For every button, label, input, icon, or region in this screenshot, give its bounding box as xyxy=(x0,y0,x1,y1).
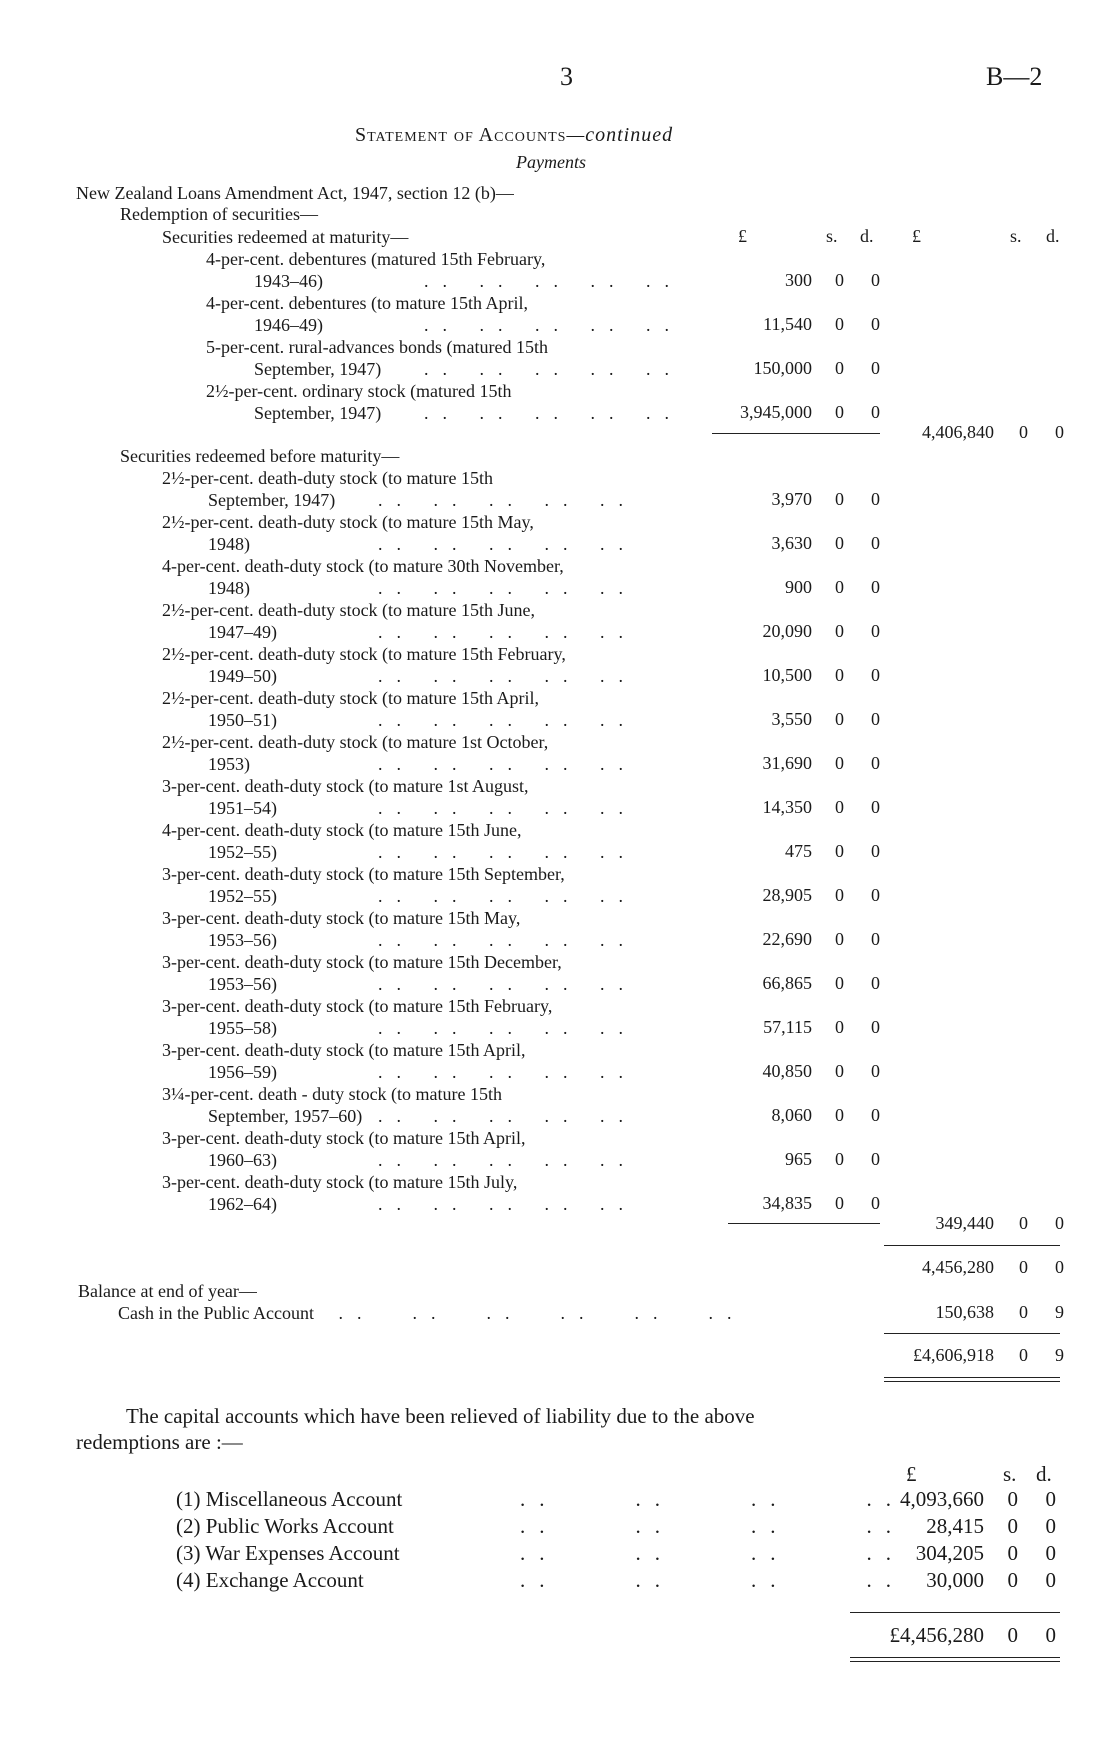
note-col-pence: d. xyxy=(1036,1462,1052,1486)
security-desc-line2: September, 1947) xyxy=(254,403,382,423)
security-shillings: 0 xyxy=(835,841,844,861)
note-line-1: The capital accounts which have been relieved of liability due to the above xyxy=(126,1404,755,1428)
redemption-heading: Redemption of securities— xyxy=(120,204,318,224)
security-amount: 3,970 xyxy=(771,489,812,509)
security-amount: 11,540 xyxy=(763,314,812,334)
leader-dots: .. .. .. .. .. xyxy=(424,359,683,379)
leader-dots: .. .. .. .. xyxy=(520,1514,905,1538)
leader-dots: .. .. .. .. .. xyxy=(378,1106,637,1126)
relieved-account-d: 0 xyxy=(1045,1487,1056,1511)
balance-label-text: Cash in the Public Account xyxy=(118,1303,314,1323)
security-pence: 0 xyxy=(871,1017,880,1037)
security-desc-line1: 3-per-cent. death-duty stock (to mature 15th September, xyxy=(162,864,565,884)
relieved-account-amount: 304,205 xyxy=(915,1541,984,1565)
security-desc-line1: 3-per-cent. death-duty stock (to mature 15th July, xyxy=(162,1172,518,1192)
security-desc-line2: 1947–49) xyxy=(208,622,277,642)
rule-before xyxy=(728,1223,880,1224)
leader-dots: .. .. .. .. .. xyxy=(378,490,637,510)
security-desc-line1: 2½-per-cent. death-duty stock (to mature 15th February, xyxy=(162,644,566,664)
note-total-amount: £4,456,280 xyxy=(889,1623,984,1647)
col-pence-2: d. xyxy=(1046,226,1060,246)
document-reference: B—2 xyxy=(986,62,1043,91)
security-desc-line1: 5-per-cent. rural-advances bonds (matured 15th xyxy=(206,337,548,357)
security-pence: 0 xyxy=(871,753,880,773)
security-desc-line1: 4-per-cent. debentures (to mature 15th April, xyxy=(206,293,529,313)
security-desc-line2: 1953) xyxy=(208,754,250,774)
security-amount: 34,835 xyxy=(762,1193,812,1213)
security-desc-line2: 1962–64) xyxy=(208,1194,277,1214)
rule-note-top xyxy=(850,1612,1060,1613)
security-desc-line2: 1948) xyxy=(208,534,250,554)
col-pence-1: d. xyxy=(860,226,874,246)
security-shillings: 0 xyxy=(835,1193,844,1213)
leader-dots: .. .. .. .. .. xyxy=(378,1194,637,1214)
security-desc-line1: 3-per-cent. death-duty stock (to mature 15th April, xyxy=(162,1128,526,1148)
security-desc-line2: 1953–56) xyxy=(208,930,277,950)
security-desc-line2: 1960–63) xyxy=(208,1150,277,1170)
security-desc-line1: 2½-per-cent. death-duty stock (to mature 1st October, xyxy=(162,732,549,752)
relieved-account-s: 0 xyxy=(1007,1514,1018,1538)
statement-title-main: Statement of Accounts xyxy=(355,124,567,146)
relieved-account-amount: 30,000 xyxy=(926,1568,984,1592)
security-shillings: 0 xyxy=(835,973,844,993)
leader-dots: .. .. .. .. .. xyxy=(378,710,637,730)
balance-label xyxy=(118,1302,745,1324)
maturity-heading: Securities redeemed at maturity— xyxy=(162,227,409,247)
security-desc-line2: September, 1947) xyxy=(208,490,336,510)
security-desc-line1: 4-per-cent. death-duty stock (to mature 30th November, xyxy=(162,556,564,576)
rule-note-double-1 xyxy=(850,1657,1060,1658)
page-number: 3 xyxy=(560,62,573,91)
leader-dots: .. .. .. .. .. xyxy=(424,271,683,291)
subtotal-amount: 4,456,280 xyxy=(922,1257,994,1277)
before-total-d: 0 xyxy=(1055,1213,1064,1233)
before-total-s: 0 xyxy=(1019,1213,1028,1233)
balance-heading: Balance at end of year— xyxy=(78,1281,257,1301)
leader-dots: .. .. .. .. .. xyxy=(378,1062,637,1082)
leader-dots: .. .. .. .. xyxy=(520,1487,905,1511)
security-shillings: 0 xyxy=(835,929,844,949)
security-amount: 31,690 xyxy=(762,753,812,773)
security-pence: 0 xyxy=(871,270,880,290)
leader-dots: .. .. .. .. .. xyxy=(378,1150,637,1170)
security-amount: 10,500 xyxy=(762,665,812,685)
leader-dots: .. .. .. .. .. xyxy=(378,930,637,950)
leader-dots: .. .. .. .. .. xyxy=(424,403,683,423)
security-pence: 0 xyxy=(871,577,880,597)
note-col-shilling: s. xyxy=(1003,1462,1017,1486)
security-amount: 40,850 xyxy=(762,1061,812,1081)
leader-dots: .. .. .. .. .. xyxy=(378,622,637,642)
security-shillings: 0 xyxy=(835,665,844,685)
note-total-d: 0 xyxy=(1045,1623,1056,1647)
security-amount: 475 xyxy=(785,841,812,861)
leader-dots: .. .. .. .. .. xyxy=(378,754,637,774)
security-pence: 0 xyxy=(871,621,880,641)
leader-dots: .. .. .. .. .. xyxy=(378,798,637,818)
balance-d: 9 xyxy=(1055,1302,1064,1322)
security-pence: 0 xyxy=(871,489,880,509)
security-amount: 22,690 xyxy=(762,929,812,949)
before-total-amount: 349,440 xyxy=(935,1213,994,1233)
security-amount: 8,060 xyxy=(771,1105,812,1125)
security-desc-line1: 3-per-cent. death-duty stock (to mature 15th May, xyxy=(162,908,521,928)
security-desc-line2: 1951–54) xyxy=(208,798,277,818)
security-amount: 3,550 xyxy=(771,709,812,729)
security-pence: 0 xyxy=(871,973,880,993)
security-desc-line2: 1943–46) xyxy=(254,271,323,291)
security-desc-line2: 1948) xyxy=(208,578,250,598)
security-desc-line1: 3¼-per-cent. death - duty stock (to mature 15th xyxy=(162,1084,503,1104)
security-pence: 0 xyxy=(871,1061,880,1081)
security-desc-line1: 2½-per-cent. death-duty stock (to mature 15th xyxy=(162,468,494,488)
leader-dots: .. .. .. .. xyxy=(520,1568,905,1592)
security-shillings: 0 xyxy=(835,1105,844,1125)
col-pound-2: £ xyxy=(912,226,921,246)
statement-title-suffix: —continued xyxy=(566,124,674,146)
security-amount: 150,000 xyxy=(753,358,812,378)
security-pence: 0 xyxy=(871,1193,880,1213)
security-pence: 0 xyxy=(871,797,880,817)
relieved-account-amount: 4,093,660 xyxy=(900,1487,984,1511)
security-shillings: 0 xyxy=(835,489,844,509)
security-shillings: 0 xyxy=(835,621,844,641)
rule-subtotal xyxy=(884,1245,1060,1246)
security-pence: 0 xyxy=(871,533,880,553)
note-total-s: 0 xyxy=(1007,1623,1018,1647)
security-desc-line2: 1946–49) xyxy=(254,315,323,335)
security-shillings: 0 xyxy=(835,1149,844,1169)
col-pound-1: £ xyxy=(738,226,747,246)
grand-total-d: 9 xyxy=(1055,1345,1064,1365)
security-desc-line2: September, 1957–60) xyxy=(208,1106,363,1126)
col-shilling-1: s. xyxy=(826,226,838,246)
security-pence: 0 xyxy=(871,885,880,905)
security-shillings: 0 xyxy=(835,314,844,334)
security-pence: 0 xyxy=(871,402,880,422)
statement-title xyxy=(355,124,673,147)
security-desc-line1: 3-per-cent. death-duty stock (to mature 15th December, xyxy=(162,952,562,972)
balance-amount: 150,638 xyxy=(935,1302,994,1322)
security-desc-line1: 3-per-cent. death-duty stock (to mature 15th February, xyxy=(162,996,553,1016)
security-desc-line1: 2½-per-cent. ordinary stock (matured 15th xyxy=(206,381,512,401)
relieved-account-s: 0 xyxy=(1007,1487,1018,1511)
security-amount: 57,115 xyxy=(763,1017,812,1037)
grand-total-s: 0 xyxy=(1019,1345,1028,1365)
security-desc-line1: 2½-per-cent. death-duty stock (to mature 15th June, xyxy=(162,600,536,620)
relieved-account-s: 0 xyxy=(1007,1541,1018,1565)
security-shillings: 0 xyxy=(835,533,844,553)
security-shillings: 0 xyxy=(835,270,844,290)
security-desc-line2: 1950–51) xyxy=(208,710,277,730)
leader-dots: .. .. .. .. .. xyxy=(424,315,683,335)
relieved-account-label: (2) Public Works Account xyxy=(176,1514,394,1538)
security-desc-line2: 1952–55) xyxy=(208,886,277,906)
security-pence: 0 xyxy=(871,709,880,729)
leader-dots: .. .. .. .. .. xyxy=(378,666,637,686)
note-line-2: redemptions are :— xyxy=(76,1430,243,1454)
security-desc-line2: 1955–58) xyxy=(208,1018,277,1038)
security-amount: 965 xyxy=(785,1149,812,1169)
security-pence: 0 xyxy=(871,1149,880,1169)
security-desc-line1: 2½-per-cent. death-duty stock (to mature 15th May, xyxy=(162,512,534,532)
security-desc-line1: 2½-per-cent. death-duty stock (to mature 15th April, xyxy=(162,688,540,708)
security-shillings: 0 xyxy=(835,753,844,773)
maturity-total-amount: 4,406,840 xyxy=(922,422,994,442)
rule-grand-double-1 xyxy=(884,1377,1060,1378)
security-pence: 0 xyxy=(871,665,880,685)
security-shillings: 0 xyxy=(835,885,844,905)
leader-dots: .. .. .. .. .. xyxy=(378,886,637,906)
leader-dots: .. .. .. .. .. xyxy=(378,974,637,994)
security-shillings: 0 xyxy=(835,1061,844,1081)
rule-grand-top xyxy=(884,1333,1060,1334)
relieved-account-label: (4) Exchange Account xyxy=(176,1568,364,1592)
security-amount: 66,865 xyxy=(762,973,812,993)
rule-grand-double-2 xyxy=(884,1381,1060,1382)
before-heading: Securities redeemed before maturity— xyxy=(120,446,400,466)
security-pence: 0 xyxy=(871,358,880,378)
relieved-account-d: 0 xyxy=(1045,1541,1056,1565)
security-desc-line2: 1953–56) xyxy=(208,974,277,994)
subtotal-s: 0 xyxy=(1019,1257,1028,1277)
security-desc-line2: September, 1947) xyxy=(254,359,382,379)
grand-total-amount: £4,606,918 xyxy=(913,1345,994,1365)
security-amount: 3,945,000 xyxy=(740,402,812,422)
security-desc-line2: 1956–59) xyxy=(208,1062,277,1082)
subtotal-d: 0 xyxy=(1055,1257,1064,1277)
relieved-account-label: (3) War Expenses Account xyxy=(176,1541,400,1565)
relieved-account-label: (1) Miscellaneous Account xyxy=(176,1487,403,1511)
leader-dots: .. .. .. .. .. xyxy=(378,578,637,598)
security-desc-line1: 4-per-cent. death-duty stock (to mature 15th June, xyxy=(162,820,522,840)
rule-maturity xyxy=(712,433,880,434)
security-desc-line1: 3-per-cent. death-duty stock (to mature 1st August, xyxy=(162,776,529,796)
balance-leader-dots: .. .. .. .. .. .. xyxy=(338,1303,746,1323)
security-amount: 900 xyxy=(785,577,812,597)
security-shillings: 0 xyxy=(835,709,844,729)
security-amount: 14,350 xyxy=(762,797,812,817)
security-amount: 20,090 xyxy=(762,621,812,641)
security-amount: 300 xyxy=(785,270,812,290)
relieved-account-d: 0 xyxy=(1045,1514,1056,1538)
note-col-pound: £ xyxy=(906,1462,917,1486)
security-pence: 0 xyxy=(871,1105,880,1125)
security-shillings: 0 xyxy=(835,1017,844,1037)
security-shillings: 0 xyxy=(835,577,844,597)
relieved-account-d: 0 xyxy=(1045,1568,1056,1592)
maturity-total-d: 0 xyxy=(1055,422,1064,442)
security-shillings: 0 xyxy=(835,358,844,378)
leader-dots: .. .. .. .. .. xyxy=(378,1018,637,1038)
security-desc-line2: 1952–55) xyxy=(208,842,277,862)
leader-dots: .. .. .. .. xyxy=(520,1541,905,1565)
security-shillings: 0 xyxy=(835,402,844,422)
security-desc-line2: 1949–50) xyxy=(208,666,277,686)
security-shillings: 0 xyxy=(835,797,844,817)
relieved-account-amount: 28,415 xyxy=(926,1514,984,1538)
balance-s: 0 xyxy=(1019,1302,1028,1322)
security-desc-line1: 3-per-cent. death-duty stock (to mature 15th April, xyxy=(162,1040,526,1060)
security-amount: 28,905 xyxy=(762,885,812,905)
rule-note-double-2 xyxy=(850,1661,1060,1662)
relieved-account-s: 0 xyxy=(1007,1568,1018,1592)
payments-subtitle: Payments xyxy=(516,152,586,172)
leader-dots: .. .. .. .. .. xyxy=(378,534,637,554)
act-heading: New Zealand Loans Amendment Act, 1947, section 12 (b)— xyxy=(76,183,514,203)
maturity-total-s: 0 xyxy=(1019,422,1028,442)
security-amount: 3,630 xyxy=(771,533,812,553)
security-desc-line1: 4-per-cent. debentures (matured 15th February, xyxy=(206,249,546,269)
security-pence: 0 xyxy=(871,314,880,334)
col-shilling-2: s. xyxy=(1010,226,1022,246)
security-pence: 0 xyxy=(871,929,880,949)
leader-dots: .. .. .. .. .. xyxy=(378,842,637,862)
security-pence: 0 xyxy=(871,841,880,861)
